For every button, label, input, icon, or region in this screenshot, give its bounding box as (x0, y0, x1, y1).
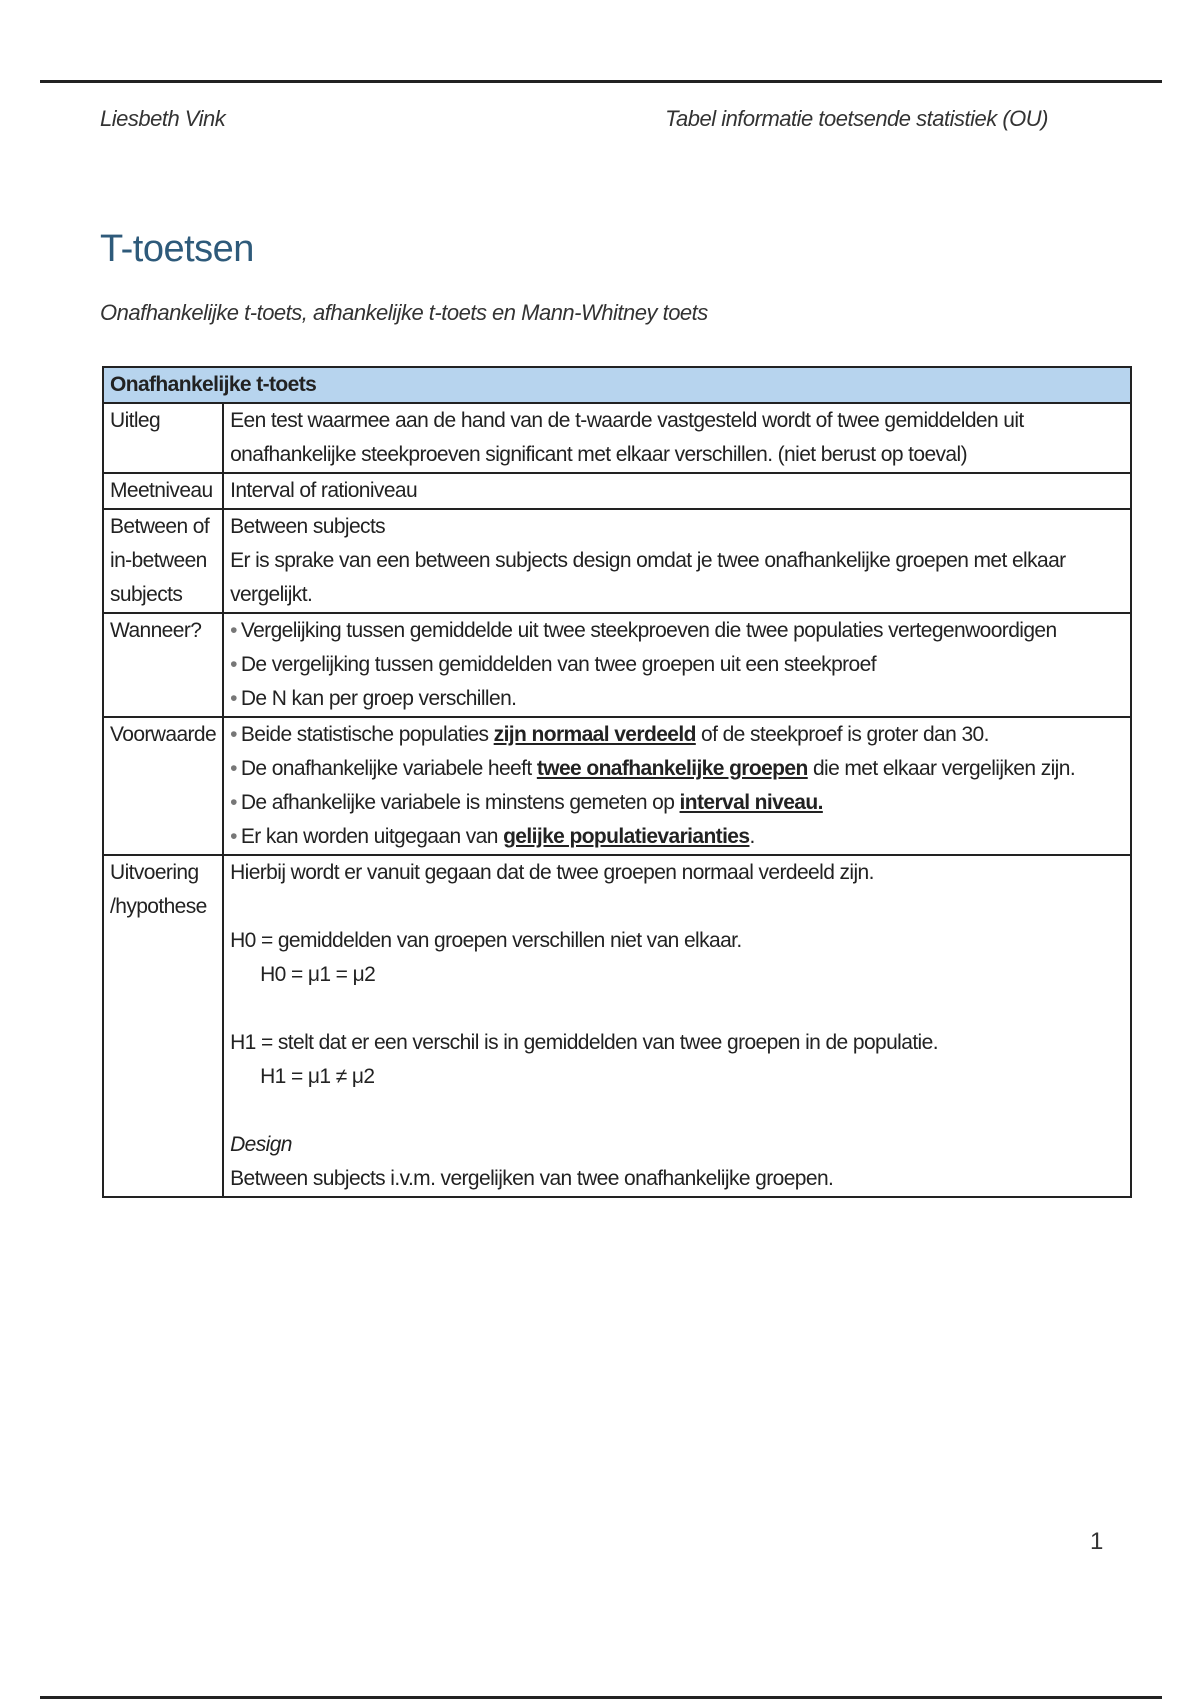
spacer (230, 890, 1124, 924)
header-doc-title: Tabel informatie toetsende statistiek (OU) (665, 106, 1048, 131)
table-row-uitleg (103, 403, 1131, 473)
h0-formula: H0 = μ1 = μ2 (260, 963, 376, 986)
table-heading: Onafhankelijke t-toets (103, 367, 1131, 403)
row-label: Uitleg (103, 403, 223, 473)
uitvoering-intro: Hierbij wordt er vanuit gegaan dat de twee groepen normaal verdeeld zijn. (230, 861, 874, 884)
row-label: Meetniveau (103, 473, 223, 509)
row-value: Interval of rationiveau (223, 473, 1131, 509)
bullet-icon: • (230, 757, 237, 780)
bullet-icon: • (230, 825, 237, 848)
h1-text: H1 = stelt dat er een verschil is in gemiddelden van twee groepen in de populatie. (230, 1031, 938, 1054)
bullet-icon: • (230, 687, 237, 710)
spacer (230, 1094, 1124, 1128)
between-line-1: Between subjects (230, 515, 386, 538)
row-value (223, 855, 1131, 1197)
table-row-between (103, 509, 1131, 613)
table-row-meetniveau (103, 473, 1131, 509)
top-rule (40, 80, 1162, 83)
row-value (223, 613, 1131, 717)
row-value: Een test waarmee aan de hand van de t-waarde vastgesteld wordt of twee gemiddelden uit onafhankelijke steekproeven significant met elkaar verschillen. (niet berust op toeval) (223, 403, 1131, 473)
table-row-uitvoering (103, 855, 1131, 1197)
page-number: 1 (1090, 1528, 1104, 1555)
list-item: • De vergelijking tussen gemiddelden van twee groepen uit een steekproef (230, 653, 876, 676)
list-item: • Er kan worden uitgegaan van gelijke populatievarianties. (230, 825, 755, 848)
page-subtitle: Onafhankelijke t-toets, afhankelijke t-toets en Mann-Whitney toets (100, 300, 708, 325)
list-item: • De onafhankelijke variabele heeft twee onafhankelijke groepen die met elkaar vergelijken zijn. (230, 757, 1076, 780)
list-item: • De N kan per groep verschillen. (230, 687, 517, 710)
list-item: • Vergelijking tussen gemiddelde uit twee steekproeven die twee populaties vertegenwoordigen (230, 619, 1057, 642)
row-value (223, 509, 1131, 613)
bottom-rule (40, 1696, 1162, 1699)
table-row-wanneer (103, 613, 1131, 717)
between-line-2: Er is sprake van een between subjects design omdat je twee onafhankelijke groepen met elkaar vergelijkt. (230, 549, 1066, 606)
bullet-icon: • (230, 723, 237, 746)
list-item: • De afhankelijke variabele is minstens gemeten op interval niveau. (230, 791, 823, 814)
row-value (223, 717, 1131, 855)
h0-text: H0 = gemiddelden van groepen verschillen niet van elkaar. (230, 929, 742, 952)
spacer (230, 992, 1124, 1026)
bullet-icon: • (230, 791, 237, 814)
header-author: Liesbeth Vink (100, 106, 226, 131)
table-row-voorwaarde (103, 717, 1131, 855)
bullet-icon: • (230, 619, 237, 642)
page-title: T-toetsen (100, 228, 254, 270)
info-table (102, 366, 1132, 1198)
row-label: Between of in-between subjects (103, 509, 223, 613)
bullet-icon: • (230, 653, 237, 676)
design-text: Between subjects i.v.m. vergelijken van twee onafhankelijke groepen. (230, 1167, 834, 1190)
row-label: Voorwaarde (103, 717, 223, 855)
h1-formula: H1 = μ1 ≠ μ2 (260, 1065, 375, 1088)
design-label: Design (230, 1133, 292, 1156)
row-label: Wanneer? (103, 613, 223, 717)
list-item: • Beide statistische populaties zijn normaal verdeeld of de steekproef is groter dan 30. (230, 723, 989, 746)
row-label: Uitvoering /hypothese (103, 855, 223, 1197)
table-heading-row (103, 367, 1131, 403)
